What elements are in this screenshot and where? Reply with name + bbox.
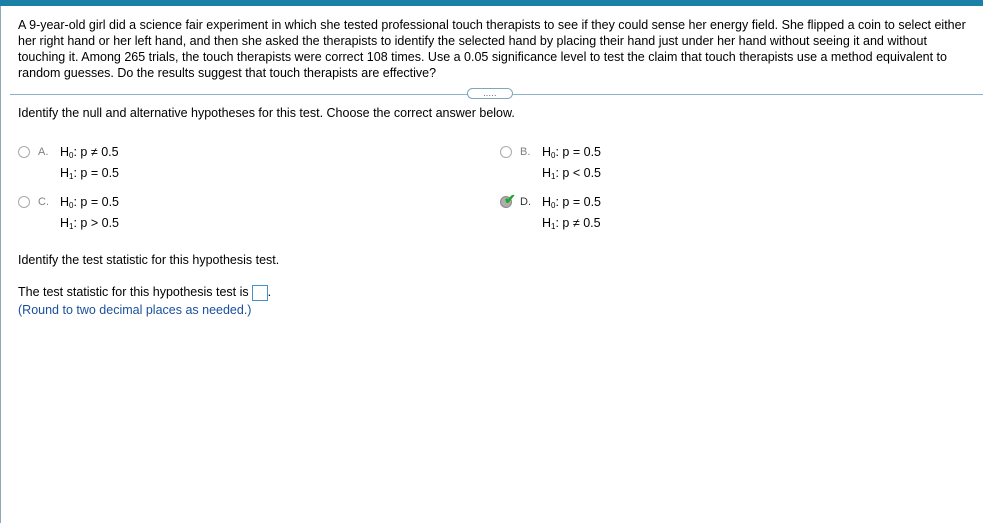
rounding-note: (Round to two decimal places as needed.) xyxy=(18,303,252,317)
hypotheses-prompt: Identify the null and alternative hypotheses for this test. Choose the correct answer below. xyxy=(18,106,515,120)
checkmark-icon: ✔ xyxy=(504,191,516,207)
option-a[interactable] xyxy=(18,142,218,184)
option-letter: B. xyxy=(520,146,531,158)
null-hypothesis: $H_0$: p = 0.5 xyxy=(542,195,602,210)
frame-border xyxy=(0,6,1,523)
null-hypothesis: $H_0$: p = 0.5 xyxy=(60,195,120,210)
alternative-hypothesis: $H_1$: p < 0.5 xyxy=(542,166,602,181)
sentence-period: . xyxy=(267,285,272,299)
option-letter: D. xyxy=(520,196,531,208)
alternative-hypothesis: $H_1$: p > 0.5 xyxy=(60,216,120,231)
test-statistic-label: The test statistic for this hypothesis test is xyxy=(18,285,249,299)
test-statistic-line xyxy=(18,285,271,301)
radio-c[interactable] xyxy=(18,196,30,208)
option-c[interactable] xyxy=(18,192,218,234)
option-letter: C. xyxy=(38,196,49,208)
test-statistic-prompt: Identify the test statistic for this hypothesis test. xyxy=(18,253,280,267)
alternative-hypothesis: $H_1$: p = 0.5 xyxy=(60,166,120,181)
expand-button[interactable]: ..... xyxy=(467,88,513,99)
radio-a[interactable] xyxy=(18,146,30,158)
radio-b[interactable] xyxy=(500,146,512,158)
null-hypothesis: $H_0$: p ≠ 0.5 xyxy=(60,145,119,160)
option-d[interactable] xyxy=(500,192,700,234)
option-b[interactable] xyxy=(500,142,700,184)
question-text: A 9-year-old girl did a science fair experiment in which she tested professional touch therapists to see if they could sense her energy field. She flipped a coin to select either her right hand or her left hand, and then she asked the therapists to identify the selected hand by placing their hand just under her hand without seeing it and without touching it. Among 265 trials, the touch therapists were correct 108 times. Use a 0.05 significance level to test the claim that touch therapists use a method equivalent to random guesses. Do the results suggest that touch therapists are effective? xyxy=(18,18,966,80)
test-statistic-input[interactable] xyxy=(252,285,268,301)
alternative-hypothesis: $H_1$: p ≠ 0.5 xyxy=(542,216,601,231)
top-bar xyxy=(0,0,983,6)
option-letter: A. xyxy=(38,146,49,158)
null-hypothesis: $H_0$: p = 0.5 xyxy=(542,145,602,160)
